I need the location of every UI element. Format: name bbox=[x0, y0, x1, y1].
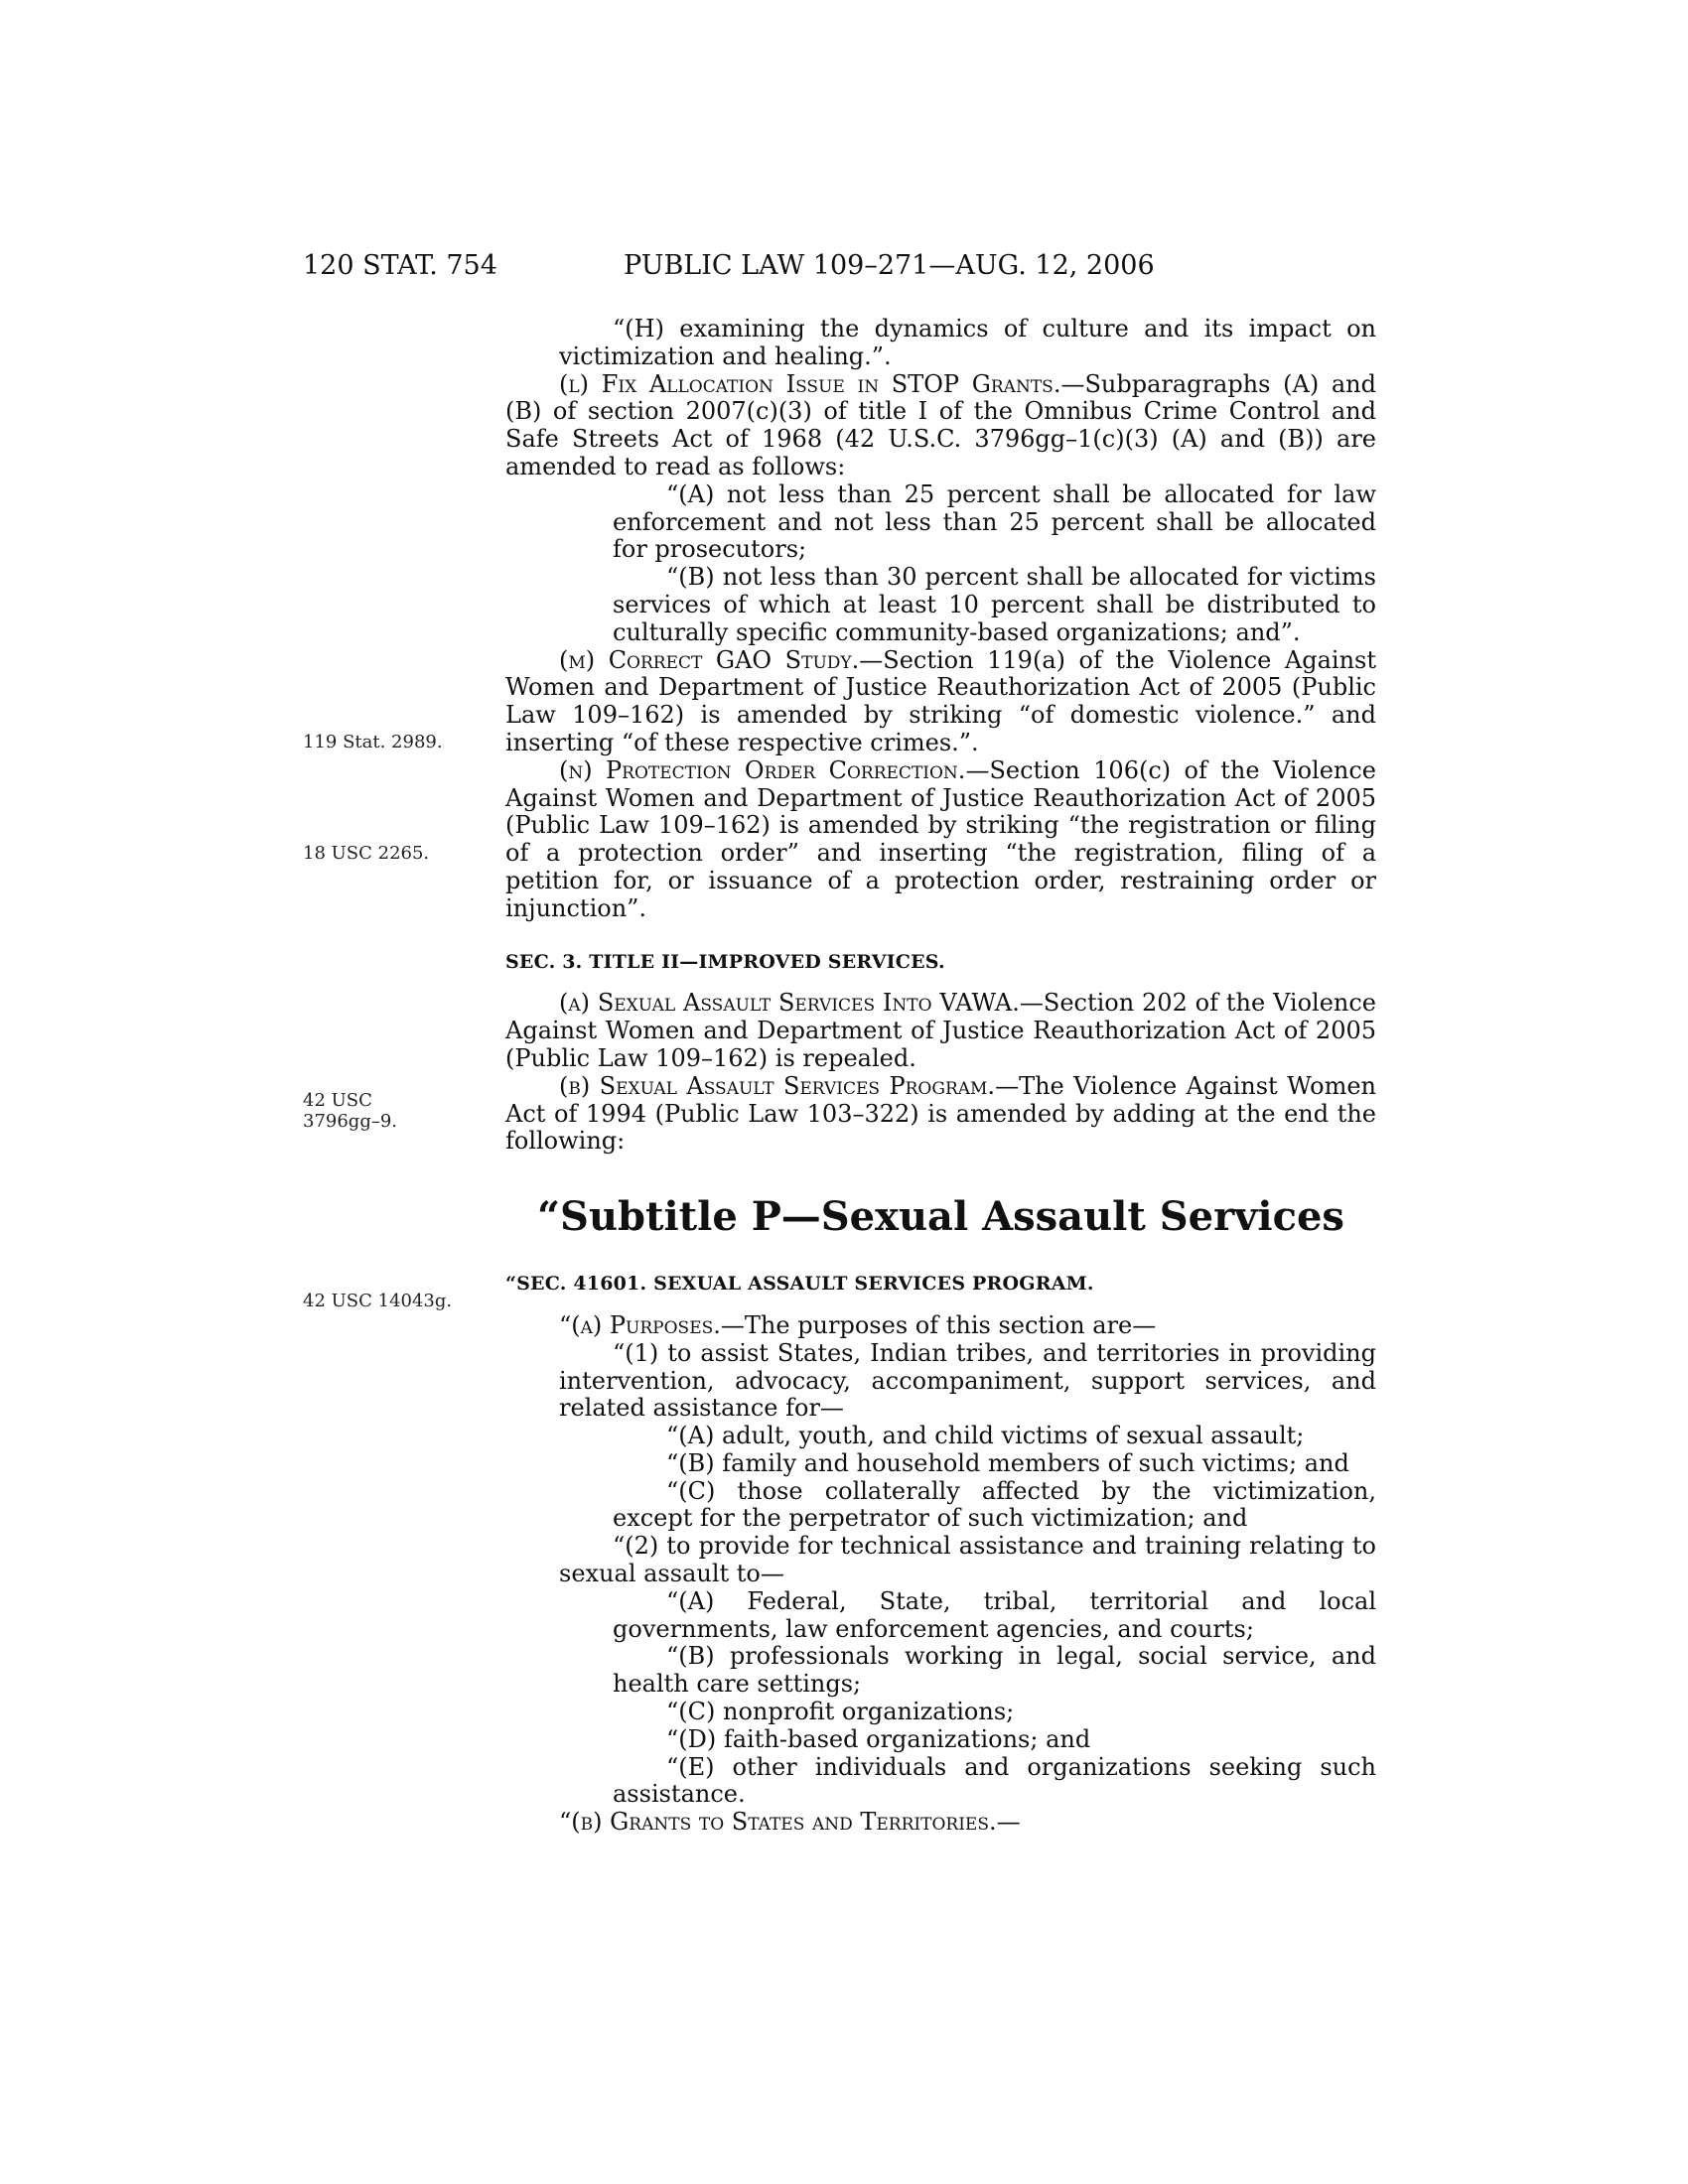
purpose-2-a: “(A) Federal, State, tribal, territorial and local governments, law enforcement agencies, and courts; bbox=[613, 1586, 1376, 1643]
purpose-2: “(2) to provide for technical assistance and training relating to sexual assault to— bbox=[559, 1532, 1376, 1588]
purpose-1: “(1) to assist States, Indian tribes, and territories in providing intervention, advocacy, accompaniment, support services, and related assistance for— bbox=[559, 1338, 1376, 1423]
paragraph-n-text: —Section 106(c) of the Violence Against Women and Department of Justice Reauthorization Act of 2005 (Public Law 109–162) is amended by striking “the registration or filing of a protection order” and inserting “the registration, filing of a petition for, or issuance of a protection order, restraining order or injunction”. bbox=[505, 755, 1376, 922]
paragraph-b bbox=[505, 1073, 1376, 1156]
paragraph-l bbox=[505, 371, 1376, 481]
subtitle-heading: “Subtitle P—Sexual Assault Services bbox=[537, 1193, 1344, 1241]
purpose-2-b: “(B) professionals working in legal, social service, and health care settings; bbox=[613, 1642, 1376, 1699]
grants-text: — bbox=[996, 1808, 1021, 1837]
body-text bbox=[505, 316, 1376, 1837]
purposes-text: —The purposes of this section are— bbox=[720, 1310, 1157, 1339]
paragraph-b-text: —The Violence Against Women Act of 1994 (Public Law 103–322) is amended by adding at the end the following: bbox=[505, 1071, 1376, 1156]
paragraph-l-a: “(A) not less than 25 percent shall be allocated for law enforcement and not less than 25 percent shall be allocated for prosecutors; bbox=[613, 479, 1376, 564]
section-3-heading: SEC. 3. TITLE II—IMPROVED SERVICES. bbox=[505, 950, 945, 973]
paragraph-l-text: —Subparagraphs (A) and (B) of section 2007(c)(3) of title I of the Omnibus Crime Control and Safe Streets Act of 1968 (42 U.S.C. 3796gg–1(c)(3) (A) and (B)) are amended to read as follows: bbox=[505, 369, 1376, 480]
paragraph-m bbox=[505, 647, 1376, 757]
paragraph-a-text: —Section 202 of the Violence Against Women and Department of Justice Reauthorization Act of 2005 (Public Law 109–162) is repealed. bbox=[505, 989, 1376, 1072]
paragraph-b-heading: (b) Sexual Assault Services Program. bbox=[559, 1071, 996, 1100]
margin-note-line: 42 USC bbox=[303, 1090, 372, 1111]
purpose-1-c: “(C) those collaterally affected by the victimization, except for the perpetrator of such victimization; and bbox=[613, 1476, 1376, 1533]
paragraph-h: “(H) examining the dynamics of culture and its impact on victimization and healing.”. bbox=[559, 315, 1376, 370]
purposes-heading: “(a) Purposes. bbox=[559, 1310, 721, 1339]
margin-note-stat: 119 Stat. 2989. bbox=[303, 732, 443, 752]
section-41601-heading: “SEC. 41601. SEXUAL ASSAULT SERVICES PROGRAM. bbox=[505, 1273, 1094, 1296]
purpose-2-c: “(C) nonprofit organizations; bbox=[666, 1698, 1015, 1726]
law-title: PUBLIC LAW 109–271—AUG. 12, 2006 bbox=[624, 250, 1155, 281]
margin-note-usc-3796gg bbox=[303, 1090, 397, 1132]
stat-reference: 120 STAT. 754 bbox=[303, 250, 497, 281]
paragraph-l-heading: (l) Fix Allocation Issue in STOP Grants. bbox=[559, 369, 1061, 398]
paragraph-a bbox=[505, 990, 1376, 1072]
paragraph-n-heading: (n) Protection Order Correction. bbox=[559, 755, 966, 784]
margin-note-line: 3796gg–9. bbox=[303, 1111, 398, 1132]
margin-note-usc-14043g: 42 USC 14043g. bbox=[303, 1291, 453, 1311]
purpose-2-e: “(E) other individuals and organizations seeking such assistance. bbox=[613, 1752, 1376, 1809]
paragraph-grants bbox=[505, 1809, 1376, 1837]
paragraph-purposes bbox=[505, 1312, 1376, 1340]
paragraph-a-heading: (a) Sexual Assault Services Into VAWA. bbox=[559, 989, 1020, 1018]
paragraph-m-heading: (m) Correct GAO Study. bbox=[559, 645, 860, 674]
paragraph-m-text: —Section 119(a) of the Violence Against Women and Department of Justice Reauthorization Act of 2005 (Public Law 109–162) is amended by striking “of domestic violence.” and inserting “of these respective crimes.”. bbox=[505, 645, 1376, 756]
purpose-1-b: “(B) family and household members of such victims; and bbox=[666, 1448, 1349, 1477]
grants-heading: “(b) Grants to States and Territories. bbox=[559, 1808, 997, 1837]
purpose-2-d: “(D) faith-based organizations; and bbox=[666, 1724, 1091, 1753]
paragraph-l-b: “(B) not less than 30 percent shall be allocated for victims services of which at least 10 percent shall be distributed to culturally specific community-based organizations; and”. bbox=[613, 563, 1376, 646]
paragraph-n bbox=[505, 757, 1376, 923]
margin-note-usc-2265: 18 USC 2265. bbox=[303, 843, 430, 864]
purpose-1-a: “(A) adult, youth, and child victims of sexual assault; bbox=[666, 1422, 1305, 1450]
